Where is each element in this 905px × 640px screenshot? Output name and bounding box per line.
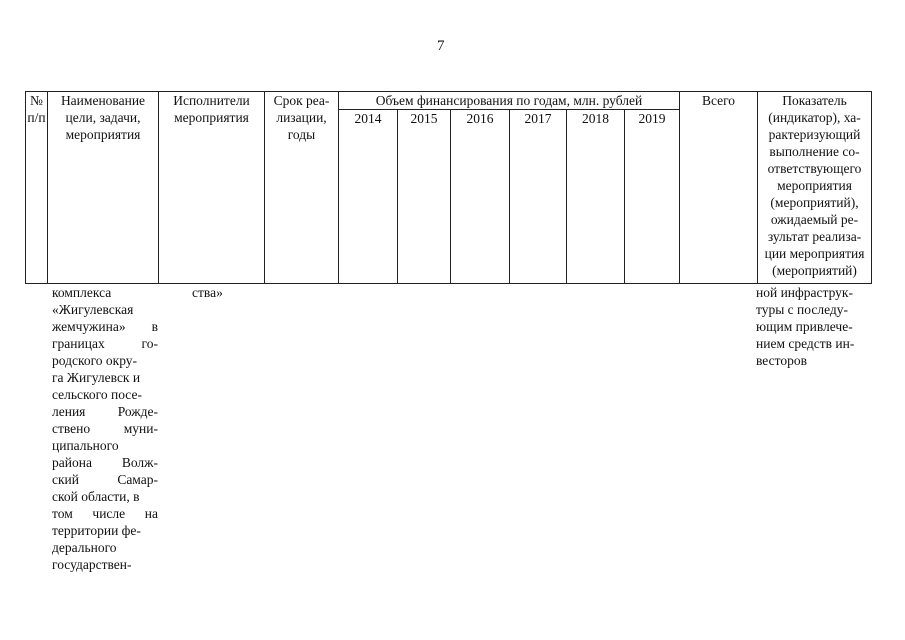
header-number: № п/п xyxy=(26,92,48,284)
header-year-2015: 2015 xyxy=(398,110,451,284)
header-year-2018: 2018 xyxy=(567,110,625,284)
header-year-2017: 2017 xyxy=(510,110,567,284)
header-name: Наименование цели, задачи, мероприятия xyxy=(48,92,159,284)
program-table-header xyxy=(25,91,872,284)
header-year-2014: 2014 xyxy=(339,110,398,284)
continuation-executor-text: ства» xyxy=(192,285,223,300)
header-indicator: Показатель (индикатор), ха- рактеризующий выполнение со- ответствующего мероприятия (мероприятий), ожидаемый ре- зультат реализа- ции мероприятия (мероприятий) xyxy=(758,92,872,284)
continuation-name-text: комплекса «Жигулевская жемчужина» в границах го- родского окру- га Жигулевск и сельского посе- ления Рожде- ствено муни- ципального района Волж- ский Самар- ской области, в том числе на территории фе- дерального государствен- xyxy=(52,285,158,572)
page-number: 7 xyxy=(437,38,445,54)
header-year-2016: 2016 xyxy=(451,110,510,284)
continuation-indicator-text: ной инфраструк- туры с последу- ющим привлече- нием средств ин- весторов xyxy=(756,285,855,368)
header-executors: Исполнители мероприятия xyxy=(159,92,265,284)
header-term: Срок реа- лизации, годы xyxy=(265,92,339,284)
header-funding: Объем финансирования по годам, млн. рублей xyxy=(339,92,680,110)
header-year-2019: 2019 xyxy=(625,110,680,284)
header-total: Всего xyxy=(680,92,758,284)
